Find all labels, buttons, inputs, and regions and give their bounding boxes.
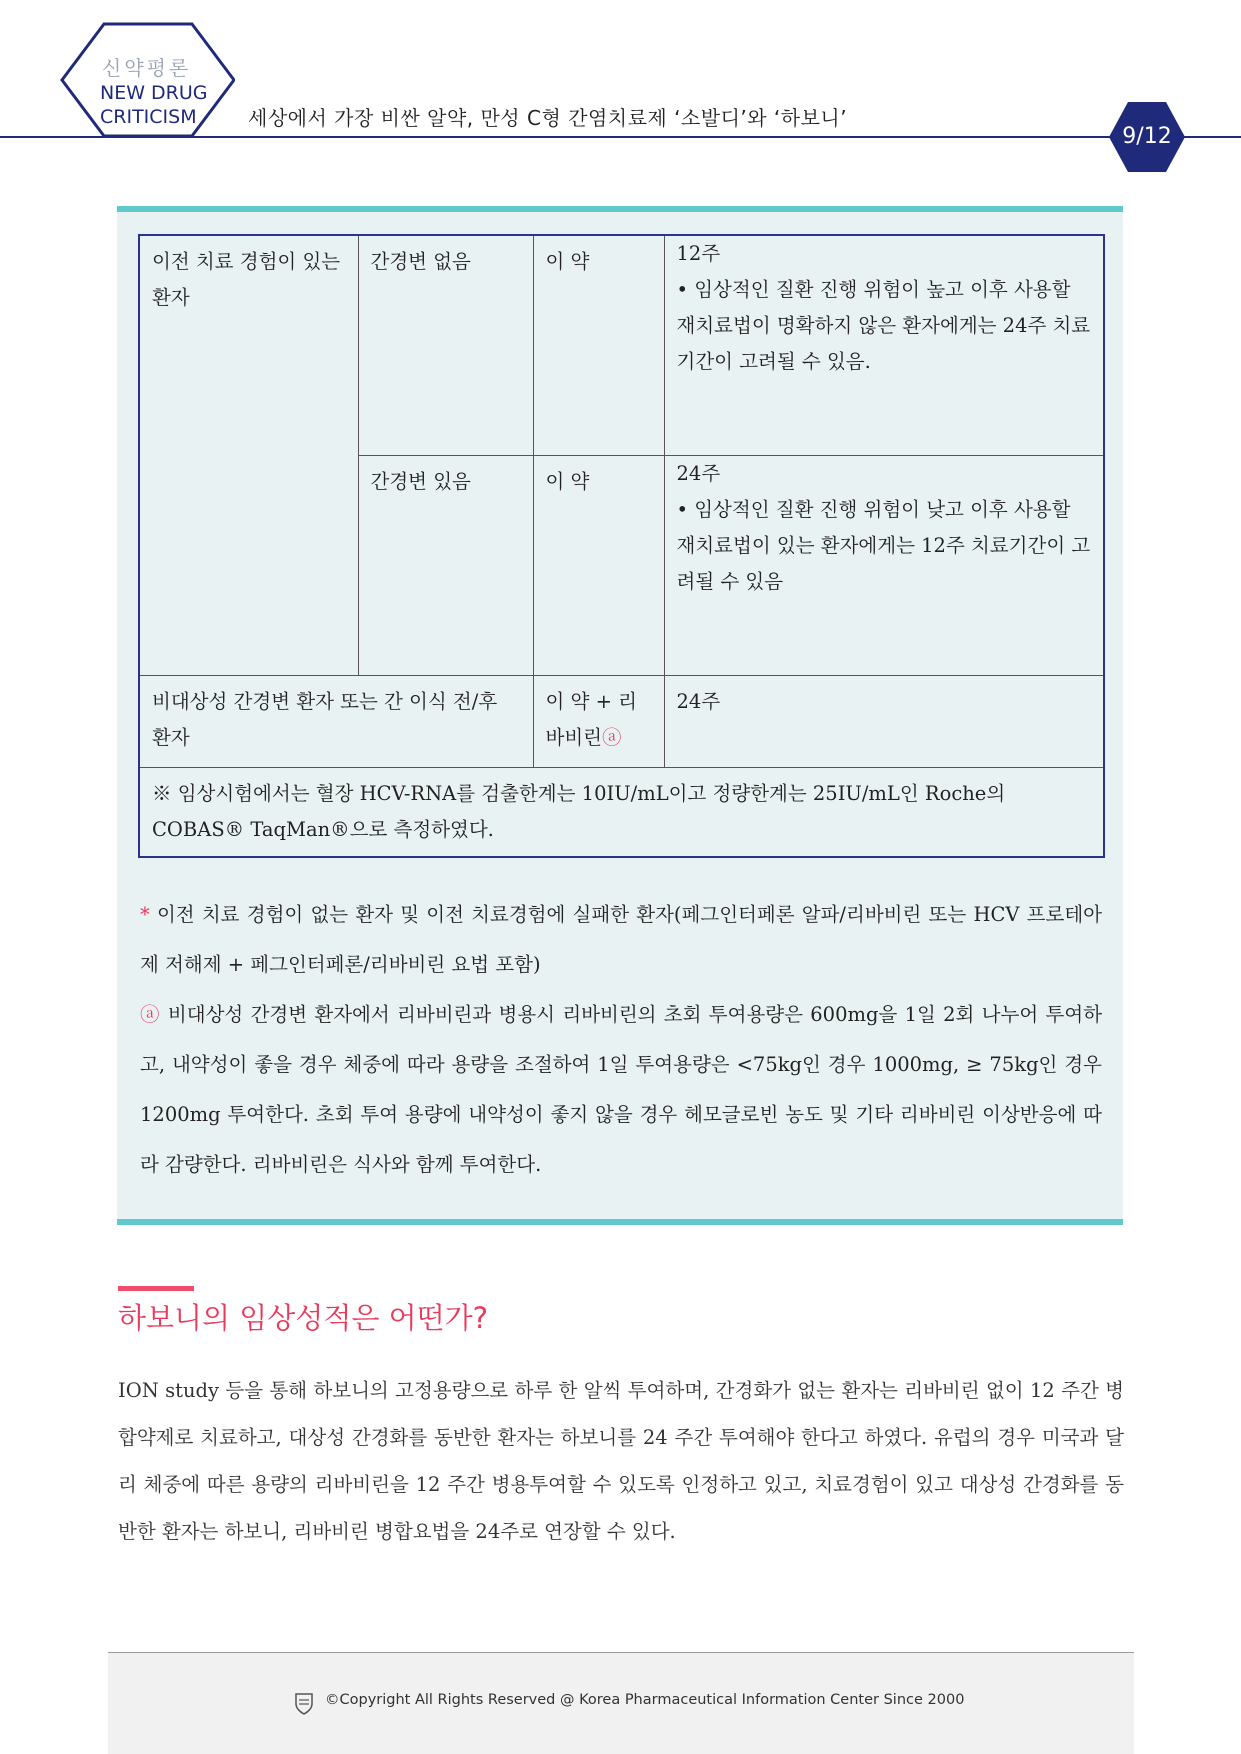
table-row bbox=[139, 235, 1104, 455]
table-row bbox=[139, 675, 1104, 767]
a-marker: ⓐ bbox=[140, 1003, 161, 1026]
dosage-table bbox=[138, 234, 1105, 858]
duration-value: 12주 bbox=[676, 242, 721, 265]
patient-group-cell: 이전 치료 경험이 있는 환자 bbox=[139, 235, 358, 675]
cirrhosis-cell: 간경변 없음 bbox=[358, 235, 533, 455]
footer-copyright: ©Copyright All Rights Reserved @ Korea Pharmaceutical Information Center Since 2000 bbox=[325, 1692, 965, 1708]
duration-value: 24주 bbox=[676, 461, 721, 485]
section-accent-bar bbox=[118, 1286, 194, 1291]
duration-cell bbox=[664, 455, 1104, 675]
header-divider bbox=[0, 136, 1241, 138]
table-row bbox=[139, 767, 1104, 857]
logo-english-line2: CRITICISM bbox=[100, 106, 197, 128]
duration-note: • 임상적인 질환 진행 위험이 높고 이후 사용할 재치료법이 명확하지 않은 환자에게는 24주 치료기간이 고려될 수 있음. bbox=[676, 278, 1091, 373]
footnote-star bbox=[140, 890, 1102, 990]
cirrhosis-cell: 간경변 있음 bbox=[358, 455, 533, 675]
box-top-border bbox=[117, 206, 1123, 212]
note-a-marker: ⓐ bbox=[602, 725, 622, 749]
footnote-a bbox=[140, 990, 1102, 1190]
section-paragraph: ION study 등을 통해 하보니의 고정용량으로 하루 한 알씩 투여하며, 간경화가 없는 환자는 리바비린 없이 12 주간 병합약제로 치료하고, 대상성 간경화를 동반한 환자는 하보니를 24 주간 투여해야 한다고 하였다. 유럽의 경우 미국과 달리 체중에 따른 용량의 리바비린을 12 주간 병용투여할 수 있도록 인정하고 있고, 치료경험이 있고 대상성 간경화를 동반한 환자는 하보니, 리바비린 병합요법을 24주로 연장할 수 있다. bbox=[118, 1379, 1124, 1543]
drug-cell: 이 약 bbox=[533, 235, 664, 455]
box-bottom-border bbox=[117, 1219, 1123, 1225]
shield-emblem-icon bbox=[294, 1692, 314, 1716]
drug-text: 이 약 + 리바비린 bbox=[545, 689, 637, 749]
duration-cell bbox=[664, 235, 1104, 455]
table-footnote: ※ 임상시험에서는 혈장 HCV-RNA를 검출한계는 10IU/mL이고 정량한계는 25IU/mL인 Roche의 COBAS® TaqMan®으로 측정하였다. bbox=[139, 767, 1104, 857]
header-title: 세상에서 가장 비싼 알약, 만성 C형 간염치료제 ‘소발디’와 ‘하보니’ bbox=[248, 106, 848, 130]
star-marker: * bbox=[140, 903, 150, 926]
section-title: 하보니의 임상성적은 어떤가? bbox=[118, 1301, 488, 1335]
duration-cell: 24주 bbox=[664, 675, 1104, 767]
page-number: 9/12 bbox=[1122, 124, 1172, 149]
drug-cell: 이 약 bbox=[533, 455, 664, 675]
footnote-star-text: 이전 치료 경험이 없는 환자 및 이전 치료경험에 실패한 환자(페그인터페론 알파/리바비린 또는 HCV 프로테아제 저해제 + 페그인터페론/리바비린 요법 포함) bbox=[140, 903, 1103, 976]
logo-english-line1: NEW DRUG bbox=[100, 82, 208, 104]
logo-korean-text: 신약평론 bbox=[102, 56, 192, 80]
patient-group-cell: 비대상성 간경변 환자 또는 간 이식 전/후 환자 bbox=[139, 675, 533, 767]
drug-cell bbox=[533, 675, 664, 767]
footnote-a-text: 비대상성 간경변 환자에서 리바비린과 병용시 리바비린의 초회 투여용량은 600mg을 1일 2회 나누어 투여하고, 내약성이 좋을 경우 체중에 따라 용량을 조절하여 1일 투여용량은 <75kg인 경우 1000mg, ≥ 75kg인 경우 1200mg 투여한다. 초회 투여 용량에 내약성이 좋지 않을 경우 헤모글로빈 농도 및 기타 리바비린 이상반응에 따라 감량한다. 리바비린은 식사와 함께 투여한다. bbox=[140, 1003, 1102, 1176]
duration-note: • 임상적인 질환 진행 위험이 낮고 이후 사용할 재치료법이 있는 환자에게는 12주 치료기간이 고려될 수 있음 bbox=[676, 497, 1091, 593]
